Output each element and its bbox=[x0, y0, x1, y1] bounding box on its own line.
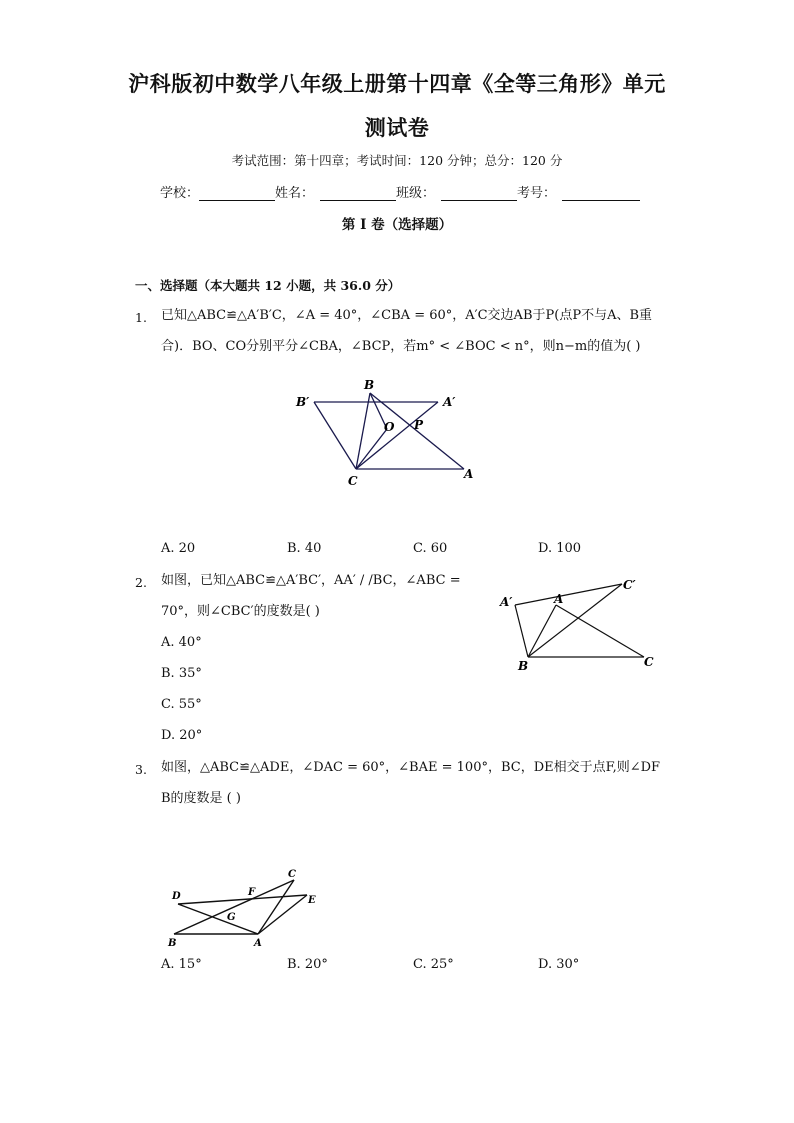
label-c: C bbox=[644, 655, 654, 669]
label-b: B bbox=[168, 938, 177, 949]
question-1-number: 1. bbox=[135, 310, 147, 325]
label-c: C bbox=[348, 474, 358, 488]
school-label: 学校： bbox=[160, 186, 200, 201]
question-1-line1: 已知△ABC≌△A′B′C，∠A = 40°，∠CBA = 60°，A′C交边AB于P(点P不与A、B重 bbox=[161, 308, 653, 323]
volume-title: 第 I 卷（选择题） bbox=[341, 217, 453, 233]
question-2-option-b[interactable]: B. 35° bbox=[161, 666, 202, 681]
name-label: 姓名： bbox=[275, 186, 315, 201]
question-2-option-d[interactable]: D. 20° bbox=[161, 728, 203, 743]
line-c-a1 bbox=[356, 402, 438, 469]
exam-number-blank[interactable] bbox=[562, 186, 640, 201]
question-3-figure bbox=[160, 862, 330, 954]
label-c-prime: C′ bbox=[623, 578, 636, 592]
line-b-c1 bbox=[528, 584, 622, 657]
question-3-line2: B的度数是 ( ) bbox=[161, 791, 241, 806]
line-b1-c bbox=[314, 402, 356, 469]
question-3-number: 3. bbox=[135, 762, 147, 777]
line-a1-b bbox=[515, 605, 528, 657]
question-2-line2: 70°，则∠CBC′的度数是( ) bbox=[161, 604, 320, 619]
question-2-option-a[interactable]: A. 40° bbox=[161, 635, 202, 650]
exam-number-label: 考号： bbox=[517, 186, 557, 201]
label-e: E bbox=[308, 895, 316, 906]
label-a-prime: A′ bbox=[500, 595, 513, 609]
student-info-line bbox=[160, 182, 640, 201]
label-o: O bbox=[384, 420, 395, 434]
question-3-option-b[interactable]: B. 20° bbox=[287, 957, 328, 972]
label-f: F bbox=[248, 887, 256, 898]
question-1-text bbox=[161, 300, 661, 362]
question-3-option-d[interactable]: D. 30° bbox=[538, 957, 580, 972]
question-2-number: 2. bbox=[135, 575, 147, 590]
label-b: B bbox=[518, 659, 529, 673]
label-p: P bbox=[414, 418, 424, 432]
class-blank[interactable] bbox=[441, 186, 517, 201]
label-b-prime: B′ bbox=[296, 395, 310, 409]
line-a-c bbox=[556, 605, 644, 657]
question-3-option-c[interactable]: C. 25° bbox=[413, 957, 454, 972]
name-blank[interactable] bbox=[320, 186, 396, 201]
section-heading: 一、选择题（本大题共 12 小题，共 36.0 分） bbox=[135, 278, 401, 293]
line-c-b bbox=[356, 393, 370, 469]
question-2-line1: 如图，已知△ABC≌△A′BC′，AA′ / /BC，∠ABC = bbox=[161, 573, 461, 588]
exam-info: 考试范围：第十四章；考试时间：120 分钟；总分：120 分 bbox=[231, 153, 563, 168]
page-title: 沪科版初中数学八年级上册第十四章《全等三角形》单元 bbox=[128, 71, 666, 96]
line-a-e bbox=[258, 895, 307, 934]
school-blank[interactable] bbox=[199, 186, 275, 201]
question-1-line2: 合)．BO、CO分别平分∠CBA，∠BCP，若m° < ∠BOC < n°，则n−m的值为( ) bbox=[161, 339, 641, 354]
label-b: B bbox=[364, 378, 375, 392]
line-b-a bbox=[528, 605, 556, 657]
label-a: A bbox=[254, 938, 262, 949]
line-d-a bbox=[178, 904, 258, 934]
question-1-option-c[interactable]: C. 60 bbox=[413, 541, 448, 556]
label-g: G bbox=[227, 912, 236, 923]
question-3-text bbox=[161, 752, 681, 814]
question-2-figure bbox=[496, 572, 666, 677]
line-a1-c1 bbox=[515, 584, 622, 605]
question-3-line1: 如图，△ABC≌△ADE，∠DAC = 60°，∠BAE = 100°，BC，DE相交于点F,则∠DF bbox=[161, 760, 661, 775]
label-d: D bbox=[172, 891, 181, 902]
class-label: 班级： bbox=[396, 186, 436, 201]
question-3-option-a[interactable]: A. 15° bbox=[161, 957, 202, 972]
line-o-c bbox=[356, 429, 387, 469]
label-a: A bbox=[464, 467, 474, 481]
question-1-option-b[interactable]: B. 40 bbox=[287, 541, 322, 556]
label-a-prime: A′ bbox=[443, 395, 456, 409]
label-a: A bbox=[554, 592, 564, 606]
question-1-option-a[interactable]: A. 20 bbox=[161, 541, 196, 556]
page-title-line2: 测试卷 bbox=[364, 115, 430, 140]
question-2-text bbox=[161, 565, 501, 627]
label-c: C bbox=[288, 869, 296, 880]
question-1-figure bbox=[290, 372, 490, 492]
question-1-option-d[interactable]: D. 100 bbox=[538, 541, 582, 556]
question-2-option-c[interactable]: C. 55° bbox=[161, 697, 202, 712]
